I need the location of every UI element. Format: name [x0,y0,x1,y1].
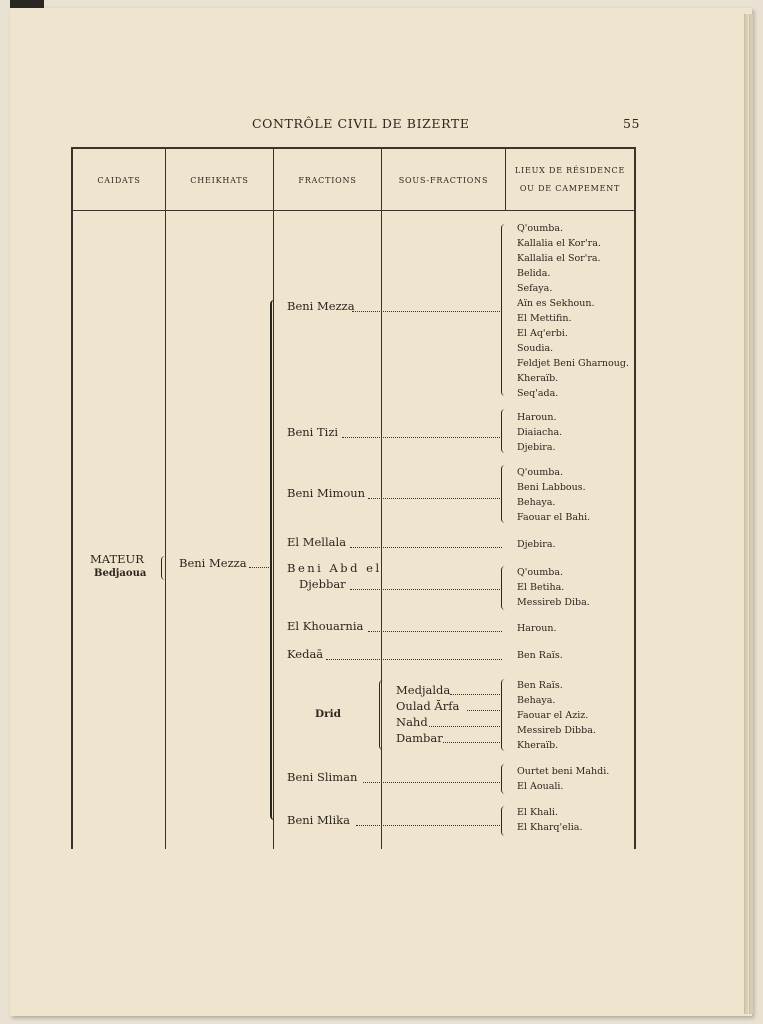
place-item: Belida. [517,268,551,279]
place-item: Beni Labbous. [517,482,586,493]
sous-fraction-list [396,682,459,746]
brace [501,224,506,396]
fraction-name: Beni Tizi [287,425,339,439]
leader-dots [450,694,502,695]
page-number: 55 [623,116,641,131]
column-header-fractions: FRACTIONS [298,176,357,185]
sous-fraction-item: Medjalda [396,683,451,697]
cheikhat-name: Beni Mezza [179,556,247,570]
place-item: Sefaya. [517,283,553,294]
brace [501,806,506,836]
place-item: Kallalia el Sor'ra. [517,253,601,264]
column-divider [165,149,166,849]
place-item: El Aouali. [517,781,564,792]
column-header-lieux-2: OU DE CAMPEMENT [519,184,621,193]
brace [501,566,506,610]
brace [161,556,166,580]
place-item: Djebira. [517,442,556,453]
place-list [517,410,562,455]
header-rule [73,210,634,211]
leader-dots [429,726,502,727]
place-item: El Aq'erbi. [517,328,568,339]
fraction-name: Beni Mezza [287,299,355,313]
place-item: Djebira. [517,539,556,550]
place-list [517,678,596,753]
leader-dots [350,589,502,590]
leader-dots [249,567,271,568]
corner-mark [10,0,44,8]
fraction-name: Beni Abd el [287,561,382,575]
column-header-caidats: CAIDATS [97,176,141,185]
sous-fraction-item: Nahd [396,715,428,729]
place-item: El Betiha. [517,582,565,593]
place-item: Kheraïb. [517,740,559,751]
place-item: Kallalia el Kor'ra. [517,238,601,249]
place-item: El Mettifin. [517,313,572,324]
place-item: El Khali. [517,807,558,818]
place-item: Q'oumba. [517,567,564,578]
place-item: Q'oumba. [517,467,564,478]
table-border-left [71,147,73,849]
leader-dots [443,742,502,743]
leader-dots [363,782,502,783]
place-list [517,764,609,794]
leader-dots [368,498,502,499]
place-item: Messireb Dibba. [517,725,596,736]
place-item: Behaya. [517,695,556,706]
place-list [517,221,629,401]
leader-dots [356,825,502,826]
fraction-name: Beni Mimoun [287,486,366,500]
place-item: Aïn es Sekhoun. [517,298,595,309]
fraction-name: Beni Sliman [287,770,358,784]
place-list [517,805,583,835]
place-item: Feldjet Beni Gharnoug. [517,358,629,369]
brace [379,680,384,750]
place-item: Ben Raïs. [517,650,563,661]
fraction-name: El Khouarnia [287,619,364,633]
brace [501,764,506,794]
place-item: Haroun. [517,412,557,423]
column-header-lieux: LIEUX DE RÉSIDENCE [514,166,626,175]
page-title: CONTRÔLE CIVIL DE BIZERTE [252,116,470,131]
place-item: Ben Raïs. [517,680,563,691]
fraction-name: El Mellala [287,535,347,549]
column-divider [505,149,506,211]
place-list [517,465,590,525]
fraction-name-2: Djebbar [299,577,346,591]
place-item: Messireb Diba. [517,597,590,608]
fraction-name: Beni Mlika [287,813,350,827]
column-header-cheikhats: CHEIKHATS [190,176,249,185]
sous-fraction-item: Oulad Ārfa [396,699,460,713]
place-item: Faouar el Bahi. [517,512,591,523]
table-border-top [71,147,636,149]
place-item: Q'oumba. [517,223,564,234]
caidat-name: MATEUR [90,552,144,566]
place-item: Diaiacha. [517,427,563,438]
place-item: Faouar el Aziz. [517,710,589,721]
table-border-right [634,147,636,849]
place-item: Haroun. [517,623,557,634]
column-header-sous-fractions: SOUS-FRACTIONS [398,176,489,185]
brace [501,465,506,523]
leader-dots [342,437,502,438]
leader-dots [467,710,502,711]
place-item: Seq'ada. [517,388,559,399]
page-edge [744,14,748,1014]
page-edge [749,14,753,1014]
place-item: El Kharq'elia. [517,822,583,833]
place-item: Behaya. [517,497,556,508]
place-list [517,565,590,610]
leader-dots [368,631,502,632]
brace [501,409,506,453]
cheikhat-brace [270,300,277,820]
place-item: Soudia. [517,343,554,354]
fraction-name: Drid [315,708,341,720]
fraction-name: Kedaā [287,647,324,661]
place-item: Kheraïb. [517,373,559,384]
place-item: Ourtet beni Mahdi. [517,766,610,777]
leader-dots [326,659,502,660]
caidat-subname: Bedjaoua [94,568,147,579]
leader-dots [350,547,502,548]
brace [501,679,506,751]
sous-fraction-item: Dambar [396,731,443,745]
leader-dots [352,311,502,312]
